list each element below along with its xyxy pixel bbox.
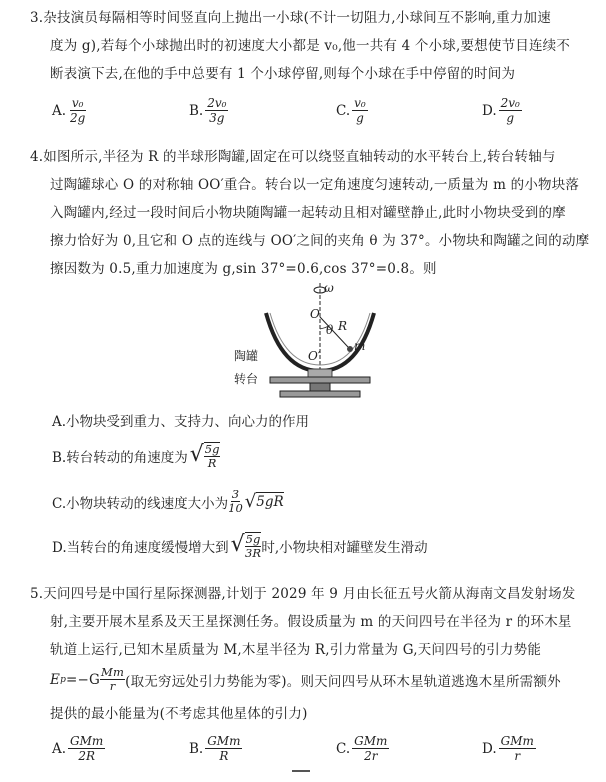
q5-line-1: 5.天问四号是中国行星际探测器,计划于 2029 年 9 月由长征五号火箭从海南文昌发射场发 [30,586,576,602]
denominator: r [109,679,116,693]
numerator: GMm [500,734,534,748]
q5-line-5: 提供的最小能量为(不考虑其他星体的引力) [50,706,308,722]
q3-line-2: 度为 g),若每个小球抛出时的初速度大小都是 v₀,他一共有 4 个小球,要想使节目连续不 [50,38,571,54]
numerator: 3 [231,487,240,501]
numerator: GMm [207,734,241,748]
option-label: D. [482,102,497,119]
denominator: 2g [70,111,86,125]
fraction [245,533,262,560]
theta-label: θ [326,323,334,337]
q4-line-2: 过陶罐球心 O 的对称轴 OO′重合。转台以一定角速度匀速转动,一质量为 m 的小物块落 [50,177,580,193]
radius-label: R [338,319,348,333]
choice-text: C.小物块转动的线速度大小为 [52,495,229,512]
numerator: 2v₀ [207,96,227,110]
numerator: GMm [70,734,104,748]
choice-text: A.小物块受到重力、支持力、向心力的作用 [52,414,310,430]
fraction [205,734,242,763]
q5-option-c[interactable] [336,734,389,763]
radicand [204,442,221,470]
denominator: 3g [209,111,225,125]
mass-label: m [354,339,366,353]
bowl-diagram [230,283,430,401]
radical-sign-icon: √ [230,532,245,557]
sqrt-expression [231,532,262,560]
denominator: R [219,749,229,763]
q3-option-b[interactable] [189,96,228,125]
q3-option-a[interactable] [52,96,87,125]
q4-line-1: 4.如图所示,半径为 R 的半球形陶罐,固定在可以绕竖直轴转动的水平转台上,转台转轴与 [30,149,556,165]
q5-option-a[interactable] [52,734,105,763]
fraction [228,488,243,515]
fraction [352,734,389,763]
q4-choice-d[interactable] [52,532,428,560]
omega-label: ω [324,281,334,295]
option-label: A. [52,740,67,757]
radical-sign-icon: √ [189,442,204,467]
turntable-shaft [310,383,330,391]
q5-line-2: 射,主要开展木星系及天王星探测任务。假设质量为 m 的天问四号在半径为 r 的环木星 [50,614,572,630]
bowl-base [308,369,332,377]
fraction [352,96,368,125]
page-bottom-mark [292,770,310,782]
fraction [100,666,125,693]
fraction [68,734,105,763]
energy-symbol: E [50,671,61,688]
numerator: Mm [101,665,125,679]
option-label: B. [189,102,204,119]
fraction [205,96,228,125]
q4-choice-c[interactable] [52,488,284,515]
denominator: 3R [245,546,261,560]
numerator: GMm [354,734,388,748]
q4-line-3: 入陶罐内,经过一段时间后小物块随陶罐一起转动且相对罐壁静止,此时小物块受到的摩 [50,205,566,221]
fraction [499,96,522,125]
option-label: A. [52,102,67,119]
turntable-base [280,391,360,397]
q4-choice-b[interactable] [52,442,220,470]
option-label: C. [336,740,351,757]
sqrt-expression [190,442,221,470]
q4-line-4: 擦力恰好为 0,且它和 O 点的连线与 OO′之间的夹角 θ 为 37°。小物块和陶罐之间的动摩 [50,233,590,249]
equation-part: =−G [66,671,101,688]
q5-option-b[interactable] [189,734,242,763]
numerator: 5g [204,442,220,456]
equation-text: (取无穷远处引力势能为零)。则天问四号从环木星轨道逃逸木星所需额外 [125,673,561,690]
energy-subscript: p [60,674,67,685]
radicand: 5gR [256,492,283,512]
block-m [347,346,353,352]
option-label: D. [482,740,497,757]
denominator: 2R [78,749,96,763]
choice-text: B.转台转动的角速度为 [52,450,188,466]
fraction [68,96,87,125]
numerator: 5g [245,532,261,546]
q3-line-1: 3.杂技演员每隔相等时间竖直向上抛出一小球(不计一切阻力,小球间互不影响,重力加速 [30,10,551,26]
jar-label: 陶罐 [234,349,259,363]
turntable-top [270,377,370,383]
fraction [499,734,536,763]
denominator: r [514,749,521,763]
q4-line-5: 擦因数为 0.5,重力加速度为 g,sin 37°=0.6,cos 37°=0.8。则 [50,261,437,277]
sqrt-expression [245,492,284,512]
numerator: 2v₀ [500,96,520,110]
denominator: 10 [228,501,243,515]
turntable-label: 转台 [234,372,259,386]
q5-options [52,734,572,774]
radicand [245,532,262,560]
choice-text: D.当转台的角速度缓慢增大到 [52,540,229,556]
denominator: 2r [364,749,378,763]
point-o-prime-label: O′ [308,349,321,363]
q3-option-d[interactable] [482,96,522,125]
q3-option-c[interactable] [336,96,368,125]
option-label: C. [336,102,351,119]
bowl-turntable-figure [230,283,430,401]
q5-line-3: 轨道上运行,已知木星质量为 M,木星半径为 R,引力常量为 G,天问四号的引力势能 [50,642,542,658]
q3-line-3: 断表演下去,在他的手中总要有 1 个小球停留,则每个小球在手中停留的时间为 [50,66,516,82]
denominator: g [506,111,515,125]
denominator: g [356,111,364,125]
q5-option-d[interactable] [482,734,536,763]
q5-line-4 [50,666,561,693]
option-label: B. [189,740,204,757]
numerator: v₀ [71,96,84,110]
fraction [204,443,221,470]
numerator: v₀ [354,96,366,110]
denominator: R [207,456,217,470]
point-o-label: O [310,307,320,321]
choice-text-suffix: 时,小物块相对罐壁发生滑动 [261,540,428,556]
radical-sign-icon: √ [244,490,257,512]
q4-choice-a[interactable] [52,410,309,430]
q3-options [52,96,572,136]
